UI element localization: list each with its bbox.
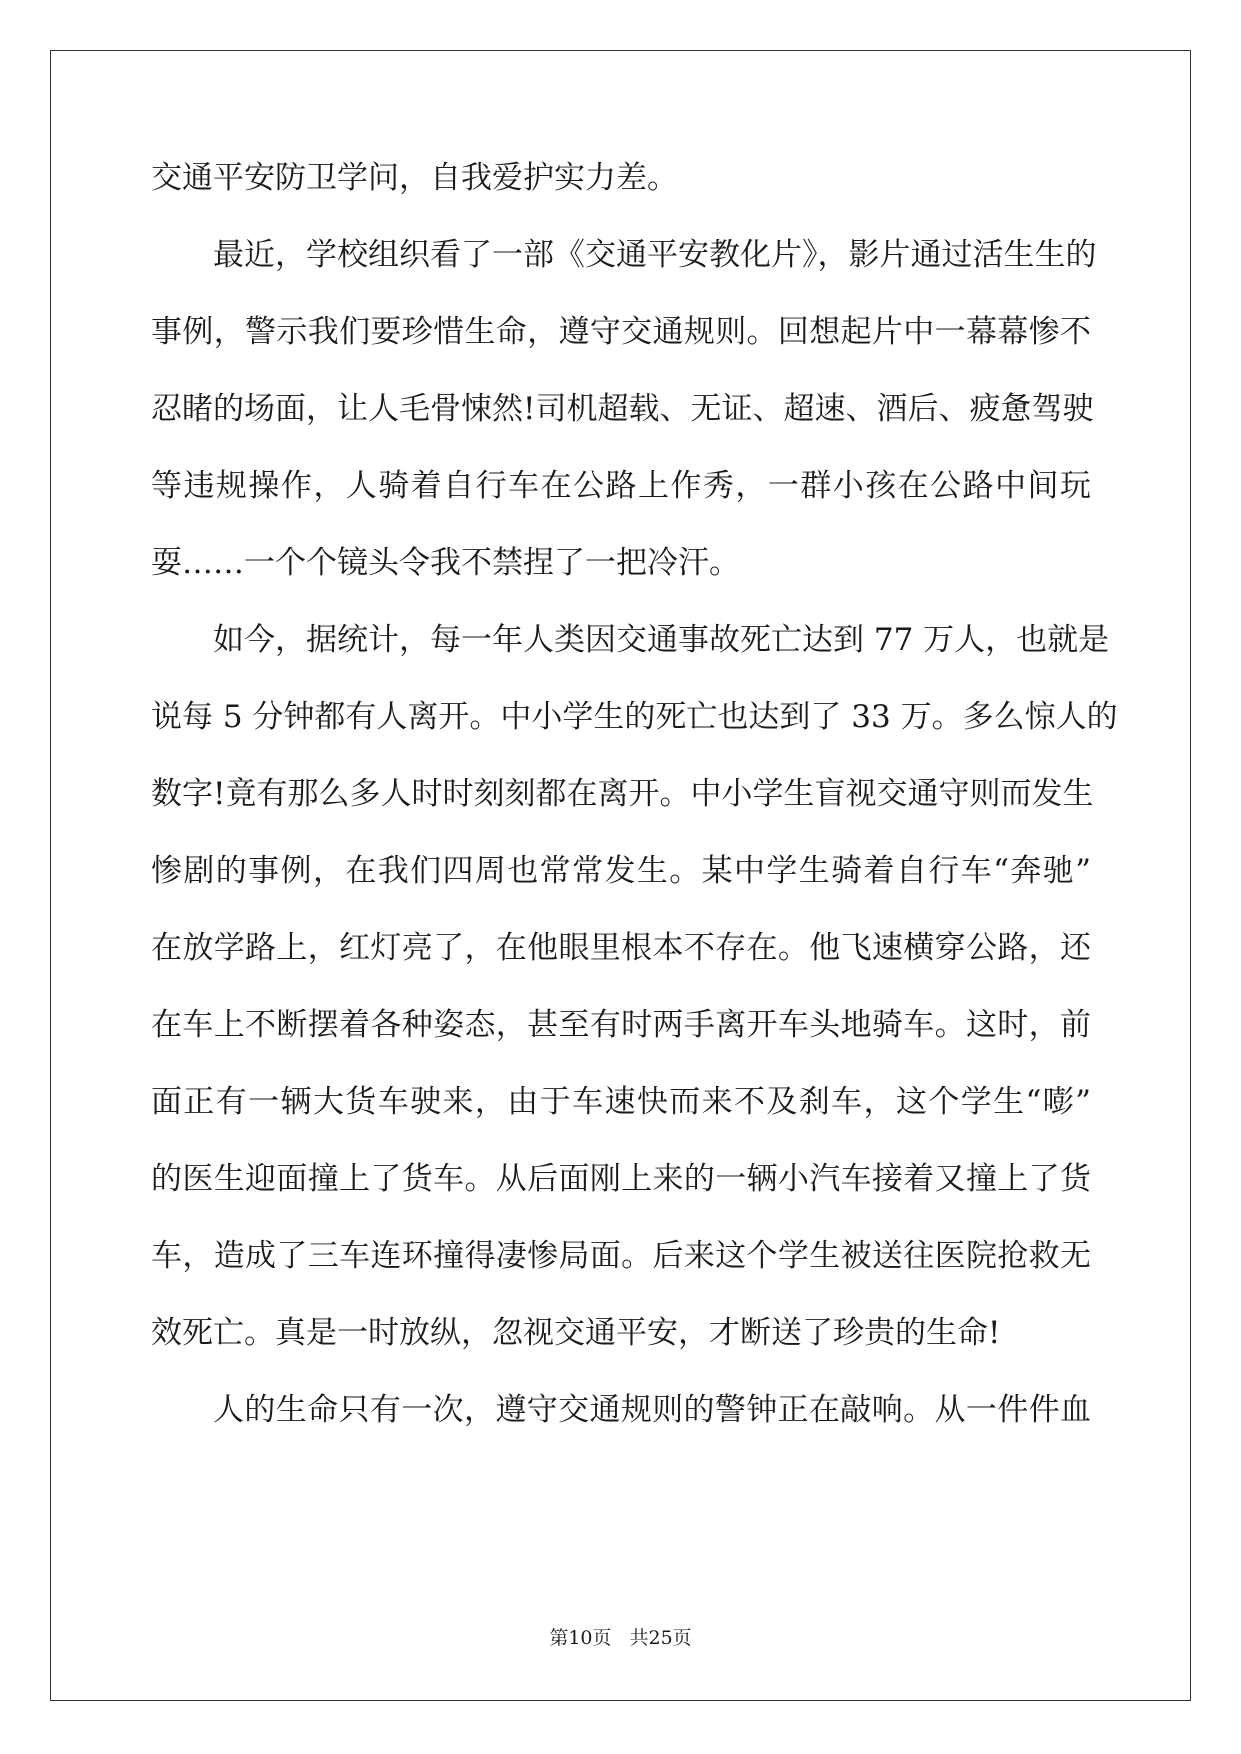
text-line: 最近，学校组织看了一部《交通平安教化片》，影片通过活生生的 <box>213 237 1097 273</box>
text-line: 数字!竟有那么多人时时刻刻都在离开。中小学生盲视交通守则而发生 <box>151 776 1094 812</box>
text-line: 忍睹的场面，让人毛骨悚然!司机超载、无证、超速、酒后、疲惫驾驶 <box>151 391 1094 427</box>
text-line: 交通平安防卫学问，自我爱护实力差。 <box>151 160 678 196</box>
text-line: 说每 5 分钟都有人离开。中小学生的死亡也达到了 33 万。多么惊人的 <box>151 699 1118 735</box>
text-line: 如今，据统计，每一年人类因交通事故死亡达到 77 万人，也就是 <box>213 622 1110 658</box>
text-line: 效死亡。真是一时放纵，忽视交通平安，才断送了珍贵的生命! <box>151 1315 1001 1351</box>
text-line: 在车上不断摆着各种姿态，甚至有时两手离开车头地骑车。这时，前 <box>151 1007 1091 1043</box>
text-line: 事例，警示我们要珍惜生命，遵守交通规则。回想起片中一幕幕惨不 <box>151 314 1091 350</box>
page-footer <box>0 1626 1241 1650</box>
text-line: 耍……一个个镜头令我不禁捏了一把冷汗。 <box>151 545 740 581</box>
text-line: 人的生命只有一次，遵守交通规则的警钟正在敲响。从一件件血 <box>213 1392 1091 1428</box>
total-pages: 共25页 <box>629 1627 692 1649</box>
text-line: 的医生迎面撞上了货车。从后面刚上来的一辆小汽车接着又撞上了货 <box>151 1161 1091 1197</box>
text-line: 等违规操作，人骑着自行车在公路上作秀，一群小孩在公路中间玩 <box>151 468 1091 504</box>
text-line: 在放学路上，红灯亮了，在他眼里根本不存在。他飞速横穿公路，还 <box>151 930 1091 966</box>
current-page-number: 第10页 <box>549 1627 612 1649</box>
text-line: 车，造成了三车连环撞得凄惨局面。后来这个学生被送往医院抢救无 <box>151 1238 1091 1274</box>
text-line: 面正有一辆大货车驶来，由于车速快而来不及刹车，这个学生“嘭” <box>151 1084 1091 1120</box>
text-line: 惨剧的事例，在我们四周也常常发生。某中学生骑着自行车“奔驰” <box>151 853 1091 889</box>
